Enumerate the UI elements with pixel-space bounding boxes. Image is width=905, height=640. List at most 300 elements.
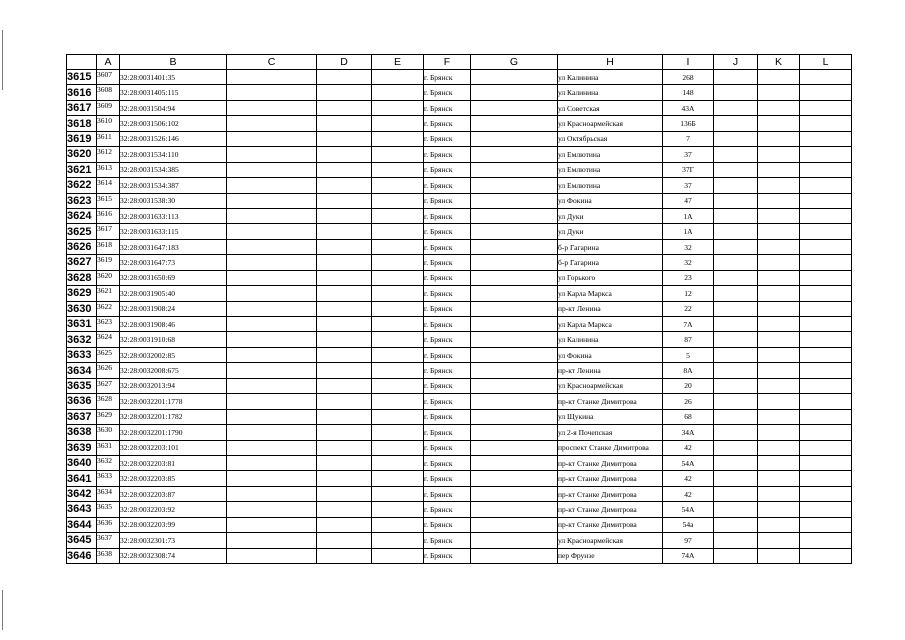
table-row [67,147,852,162]
cell-h-street: пр-кт Станке Димитрова [558,502,663,517]
cell-b-cadastral-number: 32:28:0032203:101 [120,440,227,455]
cell-j [714,517,758,532]
cell-g [471,332,558,347]
cell-b-cadastral-number: 32:28:0032013:94 [120,378,227,393]
cell-b-cadastral-number: 32:28:0032301:73 [120,533,227,548]
column-header-row [67,55,852,70]
cell-a: 3635 [97,502,120,517]
cell-d [317,440,372,455]
cell-g [471,425,558,440]
cell-j [714,100,758,115]
cell-h-street: пр-кт Станке Димитрова [558,517,663,532]
cell-a: 3608 [97,85,120,100]
cell-e [372,301,424,316]
cell-e [372,394,424,409]
cell-f-city: г. Брянск [424,455,471,470]
cell-c [227,517,317,532]
cell-g [471,455,558,470]
cell-c [227,178,317,193]
cell-f-city: г. Брянск [424,517,471,532]
cell-e [372,286,424,301]
cell-l [800,162,852,177]
cell-h-street: ул Калинина [558,85,663,100]
cell-g [471,239,558,254]
row-number: 3627 [67,255,97,270]
cell-e [372,471,424,486]
cell-b-cadastral-number: 32:28:0032002:85 [120,347,227,362]
cell-i-house-number: 54А [663,502,714,517]
cell-k [758,193,800,208]
cell-h-street: пер Фрунзе [558,548,663,563]
cell-c [227,286,317,301]
row-number: 3643 [67,502,97,517]
cell-c [227,193,317,208]
cell-h-street: ул Красноармейская [558,116,663,131]
cell-d [317,162,372,177]
cell-k [758,517,800,532]
cell-d [317,301,372,316]
cell-l [800,224,852,239]
cell-e [372,533,424,548]
cell-i-house-number: 1А [663,208,714,223]
cell-c [227,224,317,239]
row-number: 3646 [67,548,97,563]
cell-g [471,440,558,455]
cell-h-street: ул Дуки [558,224,663,239]
cell-g [471,517,558,532]
cell-j [714,70,758,85]
cell-c [227,332,317,347]
table-row [67,178,852,193]
row-number: 3623 [67,193,97,208]
cell-d [317,363,372,378]
cell-h-street: пр-кт Станке Димитрова [558,394,663,409]
table-row [67,455,852,470]
cell-b-cadastral-number: 32:28:0032201:1778 [120,394,227,409]
cell-f-city: г. Брянск [424,208,471,223]
cell-k [758,440,800,455]
cell-k [758,378,800,393]
row-number: 3639 [67,440,97,455]
column-header-h: H [558,55,663,70]
cell-e [372,208,424,223]
cell-i-house-number: 97 [663,533,714,548]
cell-g [471,131,558,146]
row-number: 3618 [67,116,97,131]
cell-i-house-number: 43А [663,100,714,115]
cell-c [227,394,317,409]
cell-a: 3621 [97,286,120,301]
cell-j [714,471,758,486]
cell-j [714,409,758,424]
cell-k [758,533,800,548]
cell-i-house-number: 1А [663,224,714,239]
cell-h-street: пр-кт Станке Димитрова [558,455,663,470]
cell-c [227,162,317,177]
row-number: 3638 [67,425,97,440]
cell-f-city: г. Брянск [424,363,471,378]
cell-d [317,533,372,548]
scan-margin-mark [2,590,3,630]
cell-b-cadastral-number: 32:28:0031506:102 [120,116,227,131]
cell-l [800,548,852,563]
cell-c [227,455,317,470]
cell-b-cadastral-number: 32:28:0031647:183 [120,239,227,254]
row-number: 3626 [67,239,97,254]
cell-h-street: ул Советская [558,100,663,115]
cell-b-cadastral-number: 32:28:0032203:87 [120,486,227,501]
row-number: 3641 [67,471,97,486]
table-row [67,502,852,517]
cell-l [800,100,852,115]
cell-b-cadastral-number: 32:28:0031905:40 [120,286,227,301]
cell-f-city: г. Брянск [424,425,471,440]
cell-g [471,178,558,193]
cell-b-cadastral-number: 32:28:0031534:387 [120,178,227,193]
cell-k [758,394,800,409]
table-row [67,131,852,146]
cell-h-street: ул Емлютина [558,162,663,177]
cell-l [800,502,852,517]
row-number: 3630 [67,301,97,316]
cell-e [372,147,424,162]
cell-k [758,178,800,193]
cell-k [758,486,800,501]
cell-b-cadastral-number: 32:28:0031910:68 [120,332,227,347]
table-row [67,409,852,424]
cell-h-street: ул Фокина [558,193,663,208]
cell-c [227,317,317,332]
cell-d [317,270,372,285]
cell-j [714,425,758,440]
row-number: 3636 [67,394,97,409]
cell-f-city: г. Брянск [424,147,471,162]
cell-k [758,116,800,131]
cell-k [758,332,800,347]
cell-l [800,193,852,208]
cell-c [227,471,317,486]
cell-f-city: г. Брянск [424,471,471,486]
row-number: 3633 [67,347,97,362]
row-number: 3634 [67,363,97,378]
cell-j [714,502,758,517]
cell-b-cadastral-number: 32:28:0031401:35 [120,70,227,85]
row-number: 3619 [67,131,97,146]
cell-i-house-number: 42 [663,471,714,486]
cell-j [714,533,758,548]
row-number: 3628 [67,270,97,285]
table-row [67,517,852,532]
cell-f-city: г. Брянск [424,131,471,146]
cell-d [317,224,372,239]
cell-i-house-number: 12 [663,286,714,301]
row-number: 3637 [67,409,97,424]
cell-g [471,502,558,517]
cell-d [317,239,372,254]
cell-h-street: пр-кт Станке Димитрова [558,471,663,486]
cell-l [800,440,852,455]
cell-j [714,347,758,362]
row-number: 3621 [67,162,97,177]
cell-i-house-number: 42 [663,486,714,501]
cell-k [758,70,800,85]
cell-c [227,347,317,362]
cell-j [714,548,758,563]
cell-k [758,425,800,440]
cell-i-house-number: 87 [663,332,714,347]
cell-l [800,347,852,362]
cell-d [317,147,372,162]
cell-e [372,455,424,470]
cell-a: 3615 [97,193,120,208]
cell-h-street: проспект Станке Димитрова [558,440,663,455]
cell-l [800,455,852,470]
cell-c [227,70,317,85]
cell-e [372,486,424,501]
cell-h-street: ул Карла Маркса [558,317,663,332]
cell-h-street: ул Красноармейская [558,533,663,548]
cell-j [714,301,758,316]
cell-f-city: г. Брянск [424,116,471,131]
cell-l [800,270,852,285]
cell-a: 3613 [97,162,120,177]
cell-j [714,131,758,146]
table-row [67,162,852,177]
cell-k [758,317,800,332]
row-number: 3615 [67,70,97,85]
cell-e [372,317,424,332]
cell-h-street: ул Горького [558,270,663,285]
cell-f-city: г. Брянск [424,70,471,85]
cell-e [372,440,424,455]
cell-h-street: б-р Гагарина [558,255,663,270]
cell-e [372,100,424,115]
row-number: 3620 [67,147,97,162]
cell-i-house-number: 34А [663,425,714,440]
cell-g [471,363,558,378]
cell-b-cadastral-number: 32:28:0031908:46 [120,317,227,332]
cell-i-house-number: 74А [663,548,714,563]
cell-l [800,239,852,254]
column-header-i: I [663,55,714,70]
cell-e [372,85,424,100]
cell-i-house-number: 20 [663,378,714,393]
cell-e [372,409,424,424]
cell-k [758,255,800,270]
cell-e [372,363,424,378]
cell-a: 3623 [97,317,120,332]
cell-l [800,85,852,100]
row-number: 3635 [67,378,97,393]
cell-a: 3620 [97,270,120,285]
cell-i-house-number: 26 [663,394,714,409]
table-row [67,486,852,501]
cell-c [227,440,317,455]
cell-c [227,208,317,223]
cell-d [317,317,372,332]
cell-d [317,455,372,470]
cell-a: 3614 [97,178,120,193]
cell-h-street: ул Калинина [558,70,663,85]
cell-f-city: г. Брянск [424,85,471,100]
cell-e [372,517,424,532]
cell-h-street: ул Щукина [558,409,663,424]
cell-g [471,378,558,393]
cell-d [317,193,372,208]
row-number: 3645 [67,533,97,548]
cell-b-cadastral-number: 32:28:0032203:99 [120,517,227,532]
cell-i-house-number: 7А [663,317,714,332]
cell-f-city: г. Брянск [424,347,471,362]
column-header-k: K [758,55,800,70]
cell-e [372,502,424,517]
column-header-a: A [97,55,120,70]
cell-l [800,486,852,501]
cell-l [800,70,852,85]
cell-h-street: пр-кт Станке Димитрова [558,486,663,501]
cell-c [227,270,317,285]
table-row [67,208,852,223]
table-row [67,378,852,393]
cell-g [471,301,558,316]
table-row [67,100,852,115]
cell-e [372,116,424,131]
cell-d [317,517,372,532]
cell-a: 3624 [97,332,120,347]
column-header-b: B [120,55,227,70]
cell-f-city: г. Брянск [424,286,471,301]
cell-k [758,301,800,316]
cell-h-street: ул Карла Маркса [558,286,663,301]
cell-b-cadastral-number: 32:28:0032201:1790 [120,425,227,440]
cell-g [471,85,558,100]
cell-g [471,394,558,409]
cell-f-city: г. Брянск [424,533,471,548]
cell-a: 3627 [97,378,120,393]
cell-d [317,486,372,501]
table-row [67,239,852,254]
table-row [67,440,852,455]
cell-l [800,301,852,316]
cell-a: 3622 [97,301,120,316]
column-header-g: G [471,55,558,70]
cell-g [471,409,558,424]
cell-c [227,255,317,270]
cell-a: 3612 [97,147,120,162]
cell-c [227,409,317,424]
cell-d [317,471,372,486]
cell-c [227,85,317,100]
cell-g [471,208,558,223]
cell-h-street: пр-кт Ленина [558,301,663,316]
cell-j [714,116,758,131]
cell-d [317,409,372,424]
cell-g [471,193,558,208]
cell-j [714,162,758,177]
cell-h-street: пр-кт Ленина [558,363,663,378]
cell-l [800,378,852,393]
cell-k [758,131,800,146]
cell-g [471,548,558,563]
cell-f-city: г. Брянск [424,193,471,208]
cell-j [714,378,758,393]
cell-k [758,363,800,378]
cell-f-city: г. Брянск [424,301,471,316]
cell-d [317,425,372,440]
cell-d [317,85,372,100]
cell-f-city: г. Брянск [424,224,471,239]
cell-j [714,363,758,378]
cell-g [471,255,558,270]
cell-g [471,533,558,548]
cell-h-street: ул Емлютина [558,147,663,162]
cell-b-cadastral-number: 32:28:0032203:85 [120,471,227,486]
cell-j [714,317,758,332]
cell-j [714,193,758,208]
cell-e [372,162,424,177]
cell-l [800,131,852,146]
cell-c [227,301,317,316]
cell-i-house-number: 42 [663,440,714,455]
cell-a: 3632 [97,455,120,470]
cell-k [758,502,800,517]
cell-i-house-number: 268 [663,70,714,85]
cell-f-city: г. Брянск [424,239,471,254]
cell-l [800,409,852,424]
cell-j [714,332,758,347]
cell-c [227,147,317,162]
cell-b-cadastral-number: 32:28:0031908:24 [120,301,227,316]
cell-b-cadastral-number: 32:28:0031405:115 [120,85,227,100]
cell-c [227,131,317,146]
cell-f-city: г. Брянск [424,394,471,409]
cell-f-city: г. Брянск [424,162,471,177]
cell-l [800,208,852,223]
cell-k [758,347,800,362]
cell-l [800,178,852,193]
cell-j [714,394,758,409]
cell-i-house-number: 68 [663,409,714,424]
table-row [67,224,852,239]
cell-b-cadastral-number: 32:28:0031647:73 [120,255,227,270]
cell-a: 3610 [97,116,120,131]
cell-i-house-number: 47 [663,193,714,208]
cell-j [714,147,758,162]
cell-b-cadastral-number: 32:28:0032308:74 [120,548,227,563]
cell-i-house-number: 23 [663,270,714,285]
table-row [67,286,852,301]
cell-k [758,208,800,223]
cell-d [317,116,372,131]
cell-i-house-number: 54А [663,455,714,470]
cell-i-house-number: 7 [663,131,714,146]
cell-f-city: г. Брянск [424,440,471,455]
cell-a: 3626 [97,363,120,378]
cell-a: 3634 [97,486,120,501]
cell-h-street: ул 2-я Почепская [558,425,663,440]
cell-a: 3633 [97,471,120,486]
cell-e [372,178,424,193]
cell-a: 3625 [97,347,120,362]
cell-l [800,255,852,270]
cell-a: 3628 [97,394,120,409]
row-number: 3640 [67,455,97,470]
cell-i-house-number: 136Б [663,116,714,131]
row-number: 3625 [67,224,97,239]
cell-c [227,425,317,440]
cell-e [372,70,424,85]
cell-k [758,147,800,162]
